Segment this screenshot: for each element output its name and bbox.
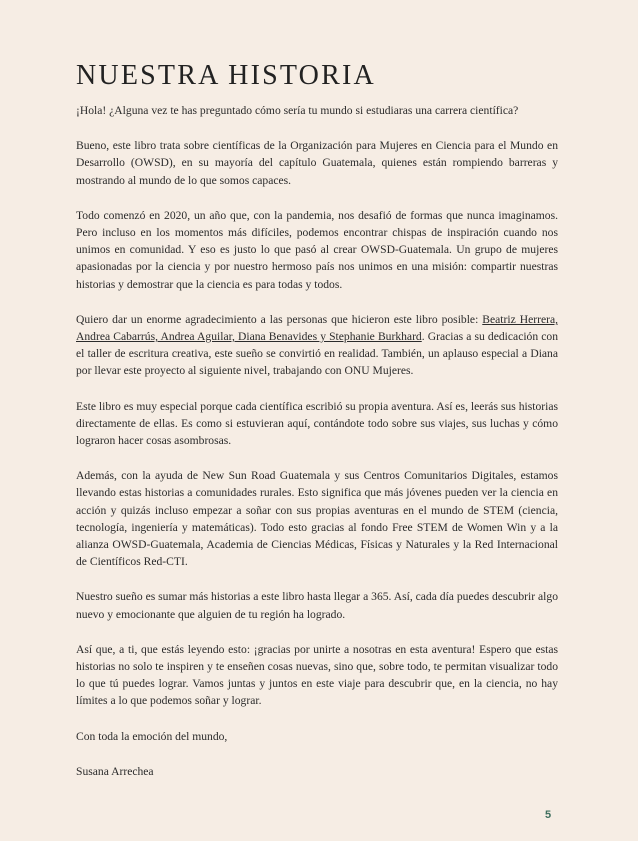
paragraph-about-book: Bueno, este libro trata sobre científicas de la Organización para Mujeres en Ciencia para el Mundo en Desarrollo (OWSD), en su mayoría del capítulo Guatemala, quienes están rompiendo barreras y mostrando al mundo de lo que somos capaces. [76,139,558,187]
paragraph-own-adventure: Este libro es muy especial porque cada científica escribió su propia aventura. Así es, leerás sus historias directamente de ellas. Es como si estuvieran aquí, contándote todo sobre sus viajes, sus luchas y cómo lograron hacer cosas asombrosas. [76,399,558,448]
page-title: NUESTRA HISTORIA [76,60,376,91]
acknowledgements-intro: Quiero dar un enorme agradecimiento a las personas que hicieron este libro posible: [76,312,483,326]
acknowledged-names: Beatriz Herrera, Andrea Cabarrús, Andrea Aguilar, Diana Benavides y Stephanie Burkhard [76,312,558,344]
closing-line: Con toda la emoción del mundo, [76,729,228,743]
document-page [76,58,558,780]
paragraph-dream: Nuestro sueño es sumar más historias a este libro hasta llegar a 365. Así, cada día puedes descubrir algo nuevo y emocionante que alguien de tu región ha logrado. [76,590,558,621]
paragraph-thanks-reader: Así que, a ti, que estás leyendo esto: ¡gracias por unirte a nosotras en esta aventura! Espero que estas historias no solo te inspiren y te enseñen cosas nuevas, sino que, sobre todo, te permitan visualizar todo lo que tú puedes lograr. Vamos juntas y juntos en este viaje para descubrir que, en la ciencia, no hay límites a lo que podemos soñar y lograr. [76,642,558,708]
paragraph-beginning: Todo comenzó en 2020, un año que, con la pandemia, nos desafió de formas que nunca imaginamos. Pero incluso en los momentos más difíciles, podemos encontrar chispas de inspiración cuando nos unimos en comunidad. Y eso es justo lo que pasó al crear OWSD-Guatemala. Un grupo de mujeres apasionadas por la ciencia y por nuestro hermoso país nos unimos en una misión: compartir nuestras historias y demostrar que la ciencia es para todas y todos. [76,208,558,291]
paragraph-greeting: ¡Hola! ¿Alguna vez te has preguntado cómo sería tu mundo si estudiaras una carrera científica? [76,104,519,117]
page-number: 5 [545,809,552,821]
paragraph-acknowledgements [76,311,558,380]
paragraph-rural-communities: Además, con la ayuda de New Sun Road Guatemala y sus Centros Comunitarios Digitales, estamos llevando estas historias a comunidades rurales. Esto significa que más jóvenes pueden ver la ciencia en acción y quizás incluso empezar a soñar con sus propias aventuras en el mundo de STEM (ciencia, tecnología, ingeniería y matemáticas). Todo esto gracias al fondo Free STEM de Women Win y a la alianza OWSD-Guatemala, Academia de Ciencias Médicas, Físicas y Naturales y la Red Internacional de Científicos Red-CTI. [76,469,558,569]
acknowledgements-rest: . Gracias a su dedicación con el taller de escritura creativa, este sueño se convirtió en realidad. También, un aplauso especial a Diana por llevar este proyecto al siguiente nivel, trabajando con ONU Mujeres. [76,330,559,378]
signature: Susana Arrechea [76,764,154,778]
